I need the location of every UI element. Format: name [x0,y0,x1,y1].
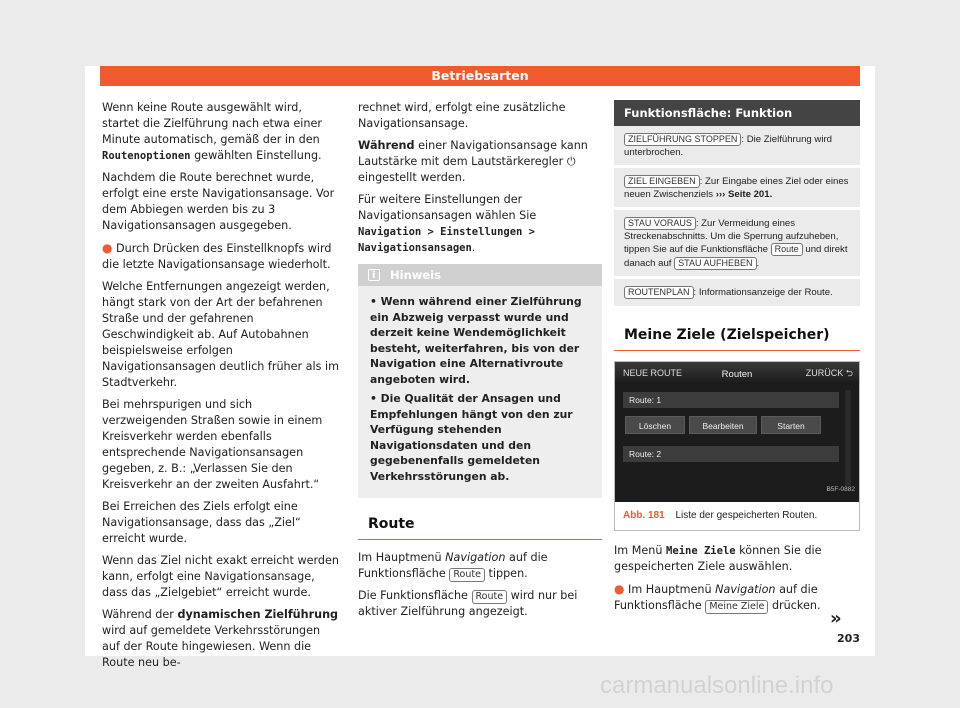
bullet-icon: ● [102,241,113,255]
paragraph: Die Funktionsfläche Route wird nur bei aktiver Zielführung angezeigt. [358,589,578,618]
figure-caption: Abb. 181 Liste der gespeicherten Routen. [615,502,859,530]
new-route-button[interactable]: NEUE ROUTE [623,367,683,378]
figure [614,361,860,531]
watermark: carmanualsonline.info [600,672,834,699]
nav-screen [615,362,859,502]
route-key: Route [449,568,485,582]
start-button[interactable]: Starten [761,416,821,434]
paragraph: Im Menü Meine Ziele können Sie die gespeicherten Ziele auswählen. [614,543,822,573]
page-header: Betriebsarten [100,66,860,86]
column-middle [358,100,602,626]
function-key: Route [771,243,803,256]
paragraph: Welche Entfernungen angezeigt werden, hängt stark von der Art der befahrenen Straße und der gefahrenen Geschwindigkeit ab. Auf Autobahnen beispielsweise erfolgen Navigationsansagen deutlich früher als im Stadtverkehr. [102,280,340,389]
route-key: Route [472,590,508,604]
paragraph: Bei Erreichen des Ziels erfolgt eine Navigationsansage, dass das „Ziel“ erreicht wurde. [102,500,301,545]
function-key: STAU VORAUS [624,217,696,230]
page-number: 203 [837,632,860,645]
table-row: ZIELFÜHRUNG STOPPEN : Die Zielführung wird unterbrochen. [614,126,860,168]
function-table [614,100,860,309]
bullet-paragraph: ● Im Hauptmenü Navigation auf die Funktionsfläche Meine Ziele drücken. [614,581,821,612]
section-title-meine-ziele: Meine Ziele (Zielspeicher) [614,327,860,351]
function-key: ROUTENPLAN [624,286,694,299]
continue-mark: » [830,608,842,629]
column-left [102,100,340,677]
function-key: STAU AUFHEBEN [674,257,756,270]
paragraph: Während der dynamischen Zielführung wird auf gemeldete Verkehrsstörungen auf der Route hingewiesen. Wenn die Route neu be- [102,608,339,669]
hinweis-header: i Hinweis [358,264,602,286]
figure-code: B5F-0882 [826,485,855,493]
back-button[interactable]: ZURÜCK ⮌ [805,367,853,378]
meine-ziele-key: Meine Ziele [705,600,768,614]
screen-title: Routen [721,368,753,380]
hinweis-box [358,264,602,498]
hinweis-body [358,286,602,498]
scrollbar[interactable] [845,390,851,486]
paragraph: Wenn das Ziel nicht exakt erreicht werden kann, erfolgt eine Navigationsansage, dass das „Zielgebiet“ erreicht wurde. [102,554,339,599]
bullet-icon: ● [614,581,625,596]
delete-button[interactable]: Löschen [625,416,685,434]
paragraph: Während einer Navigationsansage kann Lautstärke mit dem Lautstärkeregler ⏻ eingestellt werden. [358,139,588,184]
column-right [614,100,860,620]
table-row: ZIEL EINGEBEN : Zur Eingabe eines Ziel oder eines neuen Zwischenziels ››› Seite 201. [614,168,860,210]
hinweis-item: • Wenn während einer Zielführung ein Abzweig verpasst wurde und derzeit keine Wendemöglichkeit besteht, weiterfahren, bis von der Navigation eine Alternativroute angeboten wird. [370,295,582,386]
paragraph: Im Hauptmenü Navigation auf die Funktionsfläche Route tippen. [358,551,548,580]
paragraph: Wenn keine Route ausgewählt wird, startet die Zielführung nach etwa einer Minute automatisch, gemäß der in den Routenoptionen gewählten Einstellung. [102,101,322,162]
function-table-header: Funktionsfläche: Funktion [614,100,860,126]
function-key: ZIEL EINGEBEN [624,175,700,188]
table-row: ROUTENPLAN : Informationsanzeige der Route. [614,279,860,309]
route-row-1[interactable]: Route: 1 [623,392,839,408]
route-row-2[interactable]: Route: 2 [623,446,839,462]
section-title-route: Route [358,516,602,540]
hinweis-item: • Die Qualität der Ansagen und Empfehlungen hängt von den zur Verfügung stehenden Navigationsdaten und den gegebenenfalls gemeldeten Verkehrsstörungen ab. [370,392,573,483]
info-icon [368,269,380,281]
table-row: STAU VORAUS : Zur Vermeidung eines Streckenabschnitts. Um die Sperrung aufzuheben, tippen Sie auf die Funktionsfläche Route und direkt danach auf STAU AUFHEBEN . [614,210,860,279]
paragraph: Bei mehrspurigen und sich verzweigenden Straßen sowie in einem Kreisverkehr werden ebenfalls entsprechende Navigationsansagen gegeben, z. B.: „Verlassen Sie den Kreisverkehr an der zweiten Ausfahrt.“ [102,398,323,491]
edit-button[interactable]: Bearbeiten [689,416,757,434]
paragraph: rechnet wird, erfolgt eine zusätzliche Navigationsansage. [358,101,566,130]
function-key: ZIELFÜHRUNG STOPPEN [624,133,741,146]
bullet-paragraph: ● Durch Drücken des Einstellknopfs wird die letzte Navigationsansage wiederholt. [102,241,332,271]
paragraph: Für weitere Einstellungen der Navigationsansagen wählen Sie Navigation > Einstellungen > Navigationsansagen. [358,193,537,254]
paragraph: Nachdem die Route berechnet wurde, erfolgt eine erste Navigationsansage. Vor dem Abbiegen werden bis zu 3 Navigationsansagen ausgegeben. [102,171,335,232]
